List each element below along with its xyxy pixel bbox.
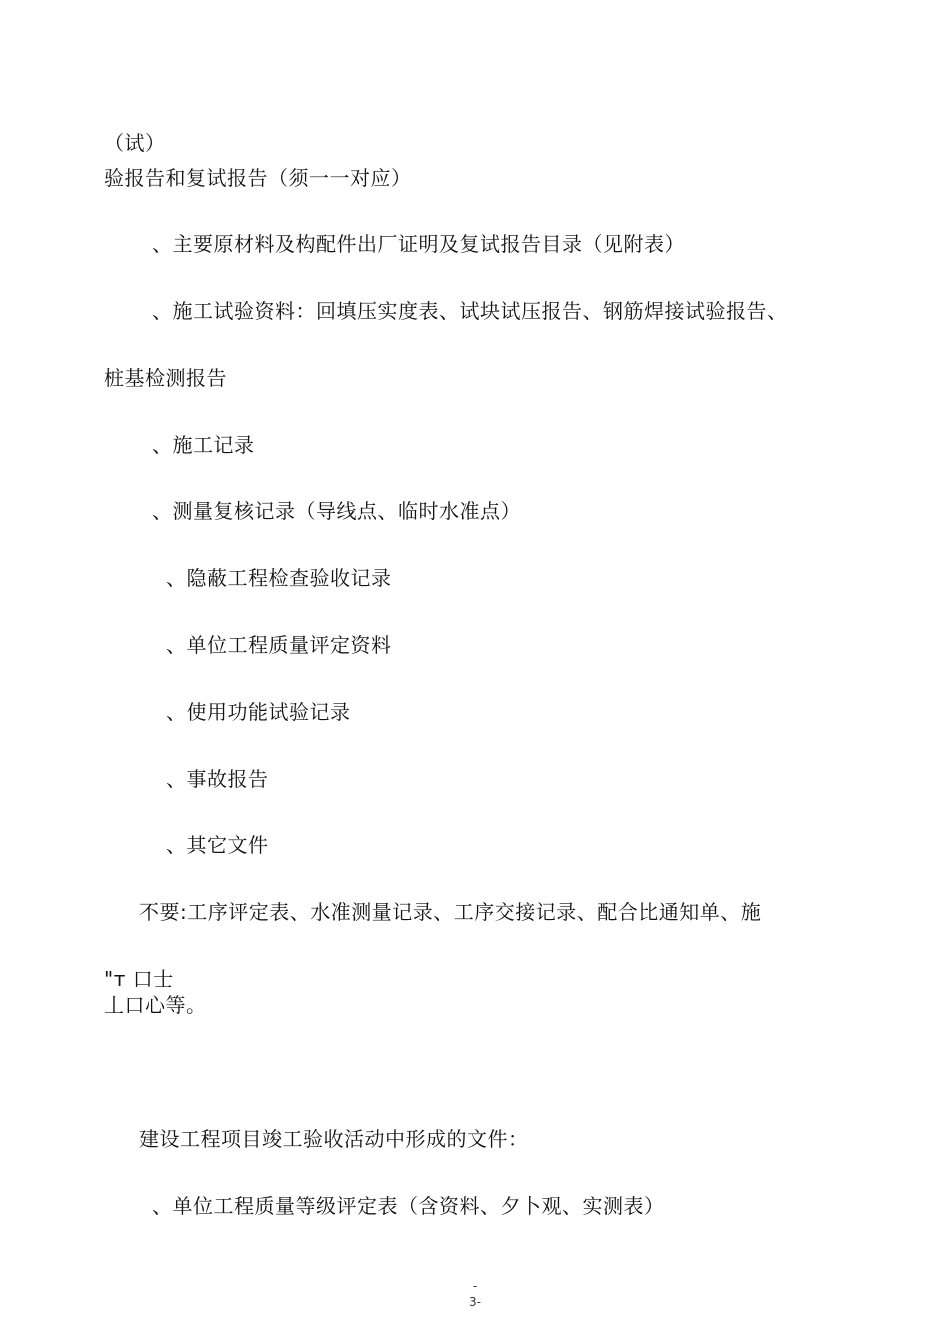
page-number: 3- bbox=[469, 1295, 481, 1309]
list-item-survey-records: 、测量复核记录（导线点、临时水准点） bbox=[152, 499, 521, 523]
list-item-accident-report: 、事故报告 bbox=[166, 767, 269, 791]
footer-dash: - bbox=[472, 1279, 478, 1293]
list-item-other-files: 、其它文件 bbox=[166, 833, 269, 857]
list-item-quality-grade-table: 、单位工程质量等级评定表（含资料、夕卜观、实测表） bbox=[152, 1194, 665, 1218]
list-item-test-data: 、施工试验资料：回填压实度表、试块试压报告、钢筋焊接试验报告、 bbox=[152, 299, 788, 323]
list-item-function-tests: 、使用功能试验记录 bbox=[166, 700, 351, 724]
list-item-raw-materials: 、主要原材料及构配件出厂证明及复试报告目录（见附表） bbox=[152, 232, 685, 256]
text-line-pile-report: 桩基检测报告 bbox=[104, 366, 227, 390]
section-heading-completion-files: 建设工程项目竣工验收活动中形成的文件： bbox=[139, 1127, 529, 1151]
text-line-garbled-2: 丄口心等。 bbox=[104, 993, 207, 1017]
list-item-construction-records: 、施工记录 bbox=[152, 433, 255, 457]
text-line-garbled-1: "т 口士 bbox=[104, 967, 174, 991]
list-item-quality-assessment: 、单位工程质量评定资料 bbox=[166, 633, 392, 657]
text-line-not-required: 不要:工序评定表、水准测量记录、工序交接记录、配合比通知单、施 bbox=[139, 900, 762, 924]
list-item-concealed-works: 、隐蔽工程检查验收记录 bbox=[166, 566, 392, 590]
text-line-2: 验报告和复试报告（须一一对应） bbox=[104, 166, 412, 190]
text-line-1: （试） bbox=[104, 131, 166, 155]
